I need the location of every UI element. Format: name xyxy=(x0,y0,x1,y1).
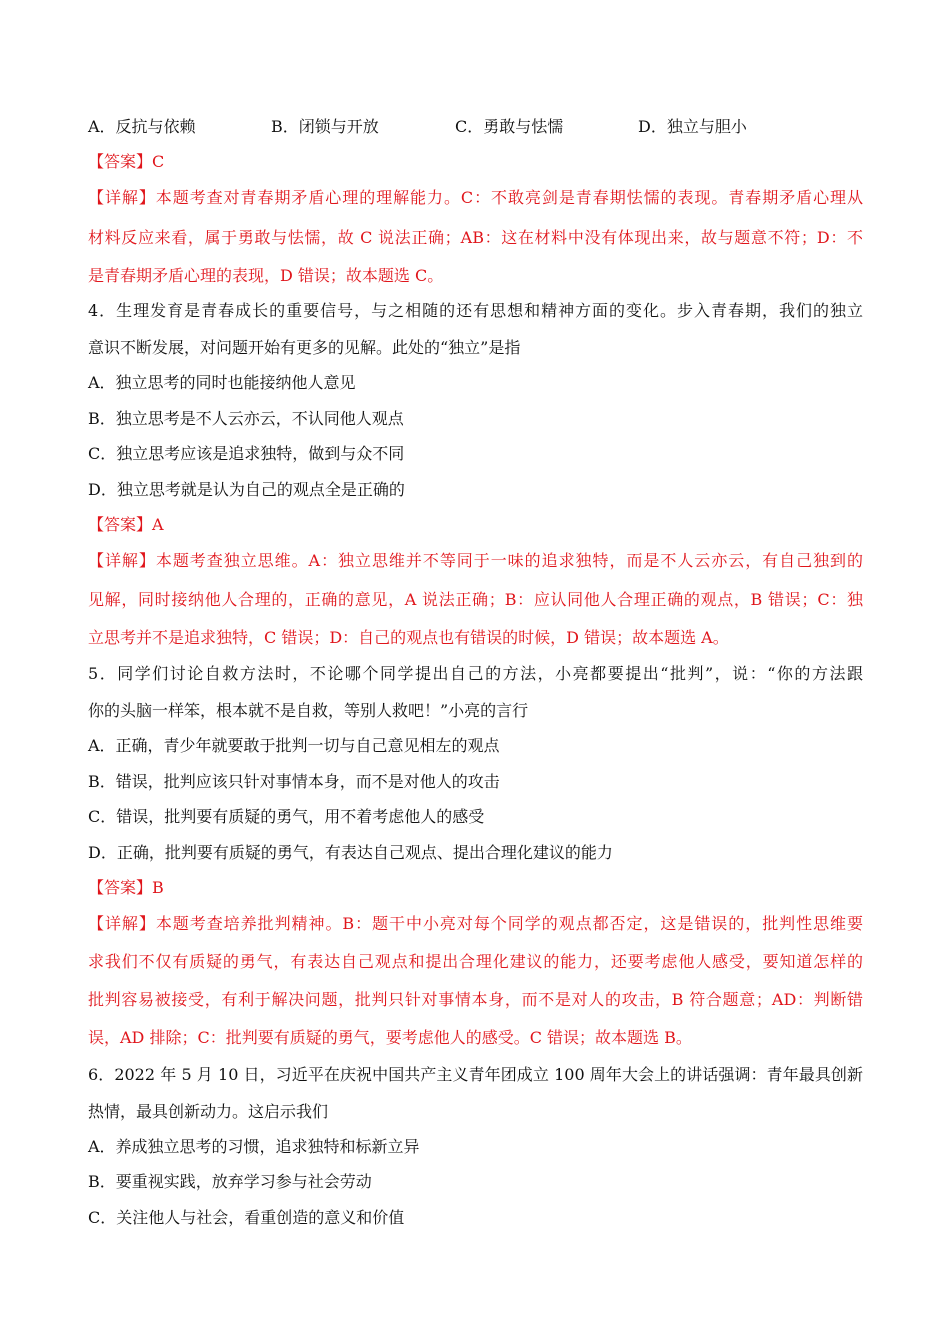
q6-stem-line: 热情，最具创新动力。这启示我们 xyxy=(88,1102,329,1121)
q4-option-b: B．独立思考是不人云亦云，不认同他人观点 xyxy=(88,409,404,428)
q3-explain-line: 是青春期矛盾心理的表现，D 错误；故本题选 C。 xyxy=(88,266,444,285)
q4-option-c: C．独立思考应该是追求独特，做到与众不同 xyxy=(88,444,405,463)
q5-explain-line: 【详解】本题考查培养批判精神。B：题干中小亮对每个同学的观点都否定，这是错误的，批判性思维要 xyxy=(88,914,863,933)
q5-option-b: B．错误，批判应该只针对事情本身，而不是对他人的攻击 xyxy=(88,772,500,791)
q4-option-d: D．独立思考就是认为自己的观点全是正确的 xyxy=(88,480,405,499)
q3-option-a: A．反抗与依赖 xyxy=(88,117,196,136)
q4-stem-line: 意识不断发展，对问题开始有更多的见解。此处的“独立”是指 xyxy=(88,338,521,357)
q4-explain-line: 立思考并不是追求独特，C 错误；D：自己的观点也有错误的时候，D 错误；故本题选 A。 xyxy=(88,628,729,647)
q3-option-d: D．独立与胆小 xyxy=(638,117,747,136)
q5-option-d: D．正确，批判要有质疑的勇气，有表达自己观点、提出合理化建议的能力 xyxy=(88,843,613,862)
q5-explain-line: 求我们不仅有质疑的勇气，有表达自己观点和提出合理化建议的能力，还要考虑他人感受，要知道怎样的 xyxy=(88,952,863,971)
q3-option-b: B．闭锁与开放 xyxy=(271,117,379,136)
q6-option-b: B．要重视实践，放弃学习参与社会劳动 xyxy=(88,1172,372,1191)
q4-stem-line: 4．生理发育是青春成长的重要信号，与之相随的还有思想和精神方面的变化。步入青春期，我们的独立 xyxy=(88,301,863,320)
q5-stem-line: 你的头脑一样笨，根本就不是自救，等别人救吧！”小亮的言行 xyxy=(88,701,529,720)
q5-option-a: A．正确，青少年就要敢于批判一切与自己意见相左的观点 xyxy=(88,736,500,755)
q6-option-a: A．养成独立思考的习惯，追求独特和标新立异 xyxy=(88,1137,420,1156)
q5-stem-line: 5．同学们讨论自救方法时，不论哪个同学提出自己的方法，小亮都要提出“批判”，说：“你的方法跟 xyxy=(88,664,863,683)
q5-option-c: C．错误，批判要有质疑的勇气，用不着考虑他人的感受 xyxy=(88,807,485,826)
q4-explain-line: 【详解】本题考查独立思维。A：独立思维并不等同于一味的追求独特，而是不人云亦云，有自己独到的 xyxy=(88,551,863,570)
q3-option-c: C．勇敢与怯懦 xyxy=(455,117,564,136)
q4-explain-line: 见解，同时接纳他人合理的，正确的意见，A 说法正确；B：应认同他人合理正确的观点，B 错误；C：独 xyxy=(88,590,863,609)
q6-stem-line: 6．2022 年 5 月 10 日，习近平在庆祝中国共产主义青年团成立 100 周年大会上的讲话强调：青年最具创新 xyxy=(88,1065,863,1084)
q6-option-c: C．关注他人与社会，看重创造的意义和价值 xyxy=(88,1208,405,1227)
q4-answer: 【答案】A xyxy=(88,515,164,534)
q4-option-a: A．独立思考的同时也能接纳他人意见 xyxy=(88,373,356,392)
q3-explain-line: 【详解】本题考查对青春期矛盾心理的理解能力。C：不敢亮剑是青春期怯懦的表现。青春期矛盾心理从 xyxy=(88,188,863,207)
q5-explain-line: 误，AD 排除；C：批判要有质疑的勇气，要考虑他人的感受。C 错误；故本题选 B。 xyxy=(88,1028,692,1047)
q3-answer: 【答案】C xyxy=(88,152,165,171)
q5-explain-line: 批判容易被接受，有利于解决问题，批判只针对事情本身，而不是对人的攻击，B 符合题意；AD：判断错 xyxy=(88,990,863,1009)
q3-explain-line: 材料反应来看，属于勇敢与怯懦，故 C 说法正确；AB：这在材料中没有体现出来，故与题意不符；D：不 xyxy=(88,228,863,247)
q5-answer: 【答案】B xyxy=(88,878,164,897)
